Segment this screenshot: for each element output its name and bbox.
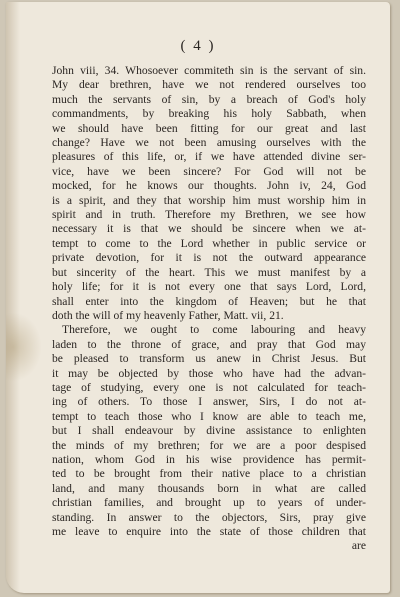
text-line: doth the will of my heavenly Father, Matt. vii, 21. <box>52 308 284 322</box>
text-line: be pleased to transform us anew in Christ Jesus. But <box>52 352 366 366</box>
text-line: standing. In answer to the objectors, Sirs, pray give <box>52 510 366 524</box>
text-line: we should have been fitting for our great and last <box>52 121 366 135</box>
text-line: it may be objected by those who have had the advan- <box>52 366 366 380</box>
text-line: shall enter into the kingdom of Heaven; but he that <box>52 294 366 308</box>
text-line: private devotion, for it is not the outward appearance <box>52 251 366 265</box>
page-number: ( 4 ) <box>180 38 216 54</box>
text-line: Therefore, we ought to come labouring and heavy <box>62 323 366 337</box>
text-line: laden to the throne of grace, and pray that God may <box>52 337 366 351</box>
text-line: the minds of my brethren; for we are a poor despised <box>52 438 366 452</box>
text-line: mocked, for he knows our thoughts. John iv, 24, God <box>52 179 366 193</box>
catchword: are <box>351 539 366 553</box>
text-line: spirit and in truth. Therefore my Brethren, we see how <box>52 208 366 222</box>
text-line: My dear brethren, have we not rendered ourselves too <box>52 78 366 92</box>
text-line: ted to be brought from their native place to a christian <box>52 467 366 481</box>
text-line: commandments, by breaking his holy Sabbath, when <box>52 107 366 121</box>
text-line: necessary it is that we should be sincere when we at- <box>52 222 366 236</box>
text-line: but I shall endeavour by divine assistance to enlighten <box>52 424 366 438</box>
text-line: tempt to teach those who I know are able to teach me, <box>52 409 366 423</box>
text-line: holy life; for it is not every one that says Lord, Lord, <box>52 280 366 294</box>
text-line: me leave to enquire into the state of those children that <box>52 525 366 538</box>
text-line: but sincerity of the heart. This we must manifest by a <box>52 265 366 279</box>
text-line: pleasures of this life, or, if we have attended divine ser- <box>52 150 366 164</box>
paper-stain <box>6 312 42 382</box>
text-line: tempt to come to the Lord whether in public service or <box>52 236 366 250</box>
text-line: land, and many thousands born in what are called <box>52 481 366 495</box>
book-page <box>6 2 390 593</box>
text-line: change? Have we not been amusing ourselves with the <box>52 136 366 150</box>
text-line: John viii, 34. Whosoever commiteth sin is the servant of sin. <box>52 64 366 77</box>
text-line: vice, have we been sincere? For God will not be <box>52 164 366 178</box>
text-line: ing of others. To those I answer, Sirs, I do not at- <box>52 395 366 409</box>
body-text <box>52 64 366 554</box>
text-line: much the servants of sin, by a breach of God's holy <box>52 92 366 106</box>
text-line: is a spirit, and they that worship him must worship him in <box>52 193 366 207</box>
text-line: tage of studying, every one is not calculated for teach- <box>52 380 366 394</box>
text-line: christian families, and brought up to years of under- <box>52 496 366 510</box>
text-line: nation, whom God in his wise providence has permit- <box>52 452 366 466</box>
